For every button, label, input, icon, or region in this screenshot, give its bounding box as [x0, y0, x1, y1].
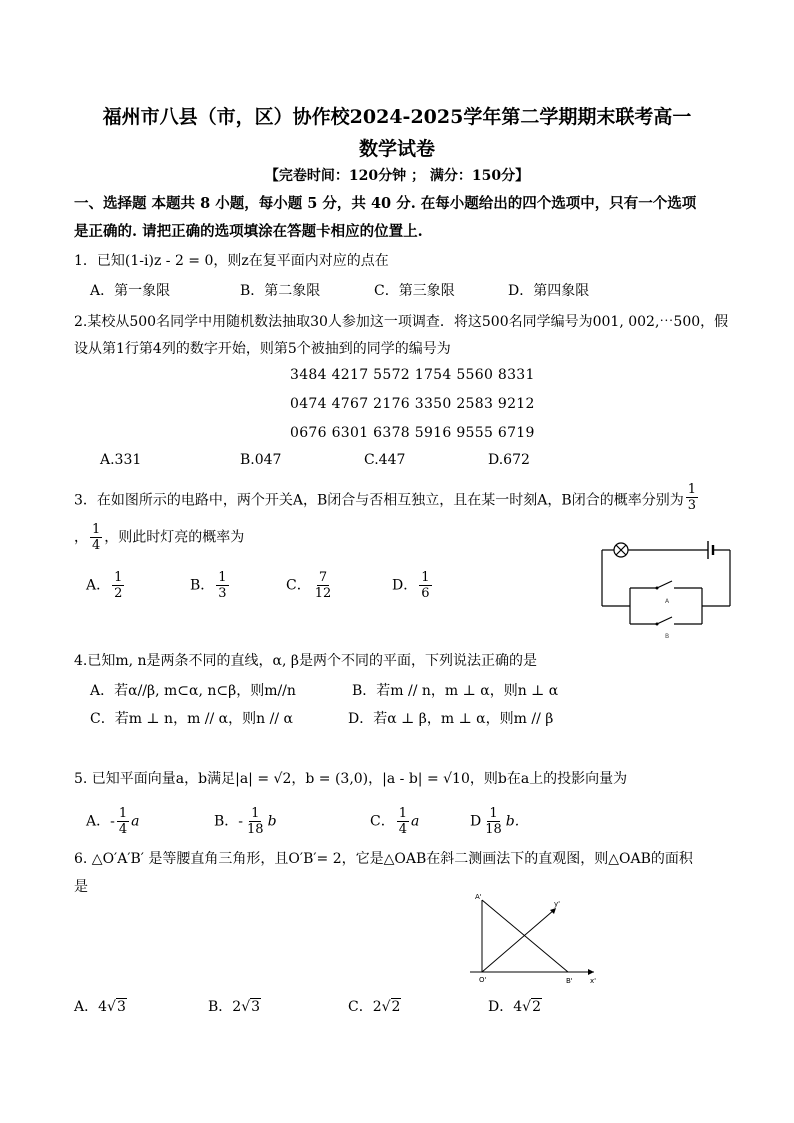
q4-option-d: D．若α ⊥ β，m ⊥ α，则m // β [348, 711, 554, 727]
q2-random-row-2: 0474 4767 2176 3350 2583 9212 [290, 396, 535, 412]
q3-stem-text: 3．在如图所示的电路中，两个开关A，B闭合与否相互独立，且在某一时刻A，B闭合的概率分别为 [74, 492, 684, 509]
q6-label-b: B' [566, 977, 573, 985]
q3-option-c: C． $\frac{7}{12}$ [286, 570, 332, 601]
exam-info: 【完卷时间：120分钟 ； 满分：150分】 [264, 168, 530, 184]
q6-label-a: A' [475, 893, 482, 901]
q3-stem-tail: ，则此时灯亮的概率为 [104, 529, 245, 546]
q6-option-b: B．2√3 [208, 999, 261, 1015]
q6-stem-line1: 6. △O′A′B′ 是等腰直角三角形，且O′B′= 2，它是△OAB在斜二测画法下的直观图，则△OAB的面积 [74, 851, 693, 867]
q2-option-c: C.447 [364, 452, 406, 468]
q4-option-b: B．若m // n，m ⊥ α，则n ⊥ α [352, 683, 559, 699]
exam-title-line2: 数学试卷 [358, 138, 435, 160]
q6-option-a: A．4√3 [74, 999, 126, 1015]
exam-title-line1: 福州市八县（市，区）协作校2024-2025学年第二学期期末联考高一 [102, 106, 692, 128]
q4-stem: 4.已知m, n是两条不同的直线，α, β是两个不同的平面，下列说法正确的是 [74, 653, 537, 669]
section1-instructions-line1: 一、选择题 本题共 8 小题，每小题 5 分，共 40 分. 在每小题给出的四个选项中，只有一个选项 [74, 195, 697, 212]
q4-option-a: A．若α//β, m⊂α, n⊂β，则m//n [90, 683, 296, 699]
section1-instructions-line2: 是正确的. 请把正确的选项填涂在答题卡相应的位置上. [74, 223, 423, 240]
q1-option-a: A．第一象限 [90, 283, 171, 299]
q6-option-c: C．2√2 [348, 999, 401, 1015]
q5-option-a: A．- $\frac{1}{4}$ a [86, 806, 140, 837]
q6-label-x: x' [590, 977, 597, 985]
q2-random-row-1: 3484 4217 5572 1754 5560 8331 [290, 367, 535, 383]
switch-a-icon [657, 581, 672, 588]
q2-option-b: B.047 [240, 452, 282, 468]
q1-option-b: B．第二象限 [240, 283, 321, 299]
switch-a-label: A [665, 598, 670, 605]
q1-stem: 1．已知(1-i)z - 2 = 0，则z在复平面内对应的点在 [74, 253, 389, 269]
q6-option-d: D．4√2 [488, 999, 541, 1015]
q1-option-c: C．第三象限 [374, 283, 455, 299]
q3-option-d: D． $\frac{1}{6}$ [392, 570, 430, 601]
q6-oblique-triangle-diagram [466, 886, 606, 990]
q6-label-o: O' [479, 976, 487, 984]
q5-option-c: C． $\frac{1}{4}$ a [370, 806, 420, 837]
q2-option-d: D.672 [488, 452, 530, 468]
switch-b-icon [657, 617, 672, 624]
q3-circuit-diagram [596, 536, 736, 642]
q5-option-d: D $\frac{1}{18}$ b. [470, 806, 520, 837]
q3-option-a: A． $\frac{1}{2}$ [86, 570, 123, 601]
q3-prob-b-fraction: $\frac{1}{4}$ [92, 522, 101, 553]
q3-stem-line1 [74, 482, 700, 513]
q6-stem-line2: 是 [74, 879, 88, 895]
q1-option-d: D．第四象限 [508, 283, 590, 299]
q3-stem-line2 [74, 522, 244, 553]
switch-b-label: B [665, 633, 670, 640]
q2-option-a: A.331 [100, 452, 142, 468]
q4-option-c: C．若m ⊥ n，m // α，则n // α [90, 711, 293, 727]
q6-label-y: y' [554, 900, 561, 908]
q2-stem-line2: 设从第1行第4列的数字开始，则第5个被抽到的同学的编号为 [74, 341, 451, 357]
q2-stem-line1: 2.某校从500名同学中用随机数法抽取30人参加这一项调查．将这500名同学编号为001, 002,⋯500，假 [74, 314, 729, 330]
q5-option-b: B．- $\frac{1}{18}$ b [214, 806, 277, 837]
q3-prob-a-fraction: $\frac{1}{3}$ [687, 482, 696, 513]
q3-option-b: B． $\frac{1}{3}$ [190, 570, 227, 601]
q3-comma: ， [74, 529, 88, 546]
q5-stem: 5. 已知平面向量a，b满足|a| = √2，b = (3,0)，|a - b| = √10，则b在a上的投影向量为 [74, 771, 628, 787]
q2-random-row-3: 0676 6301 6378 5916 9555 6719 [290, 425, 535, 441]
